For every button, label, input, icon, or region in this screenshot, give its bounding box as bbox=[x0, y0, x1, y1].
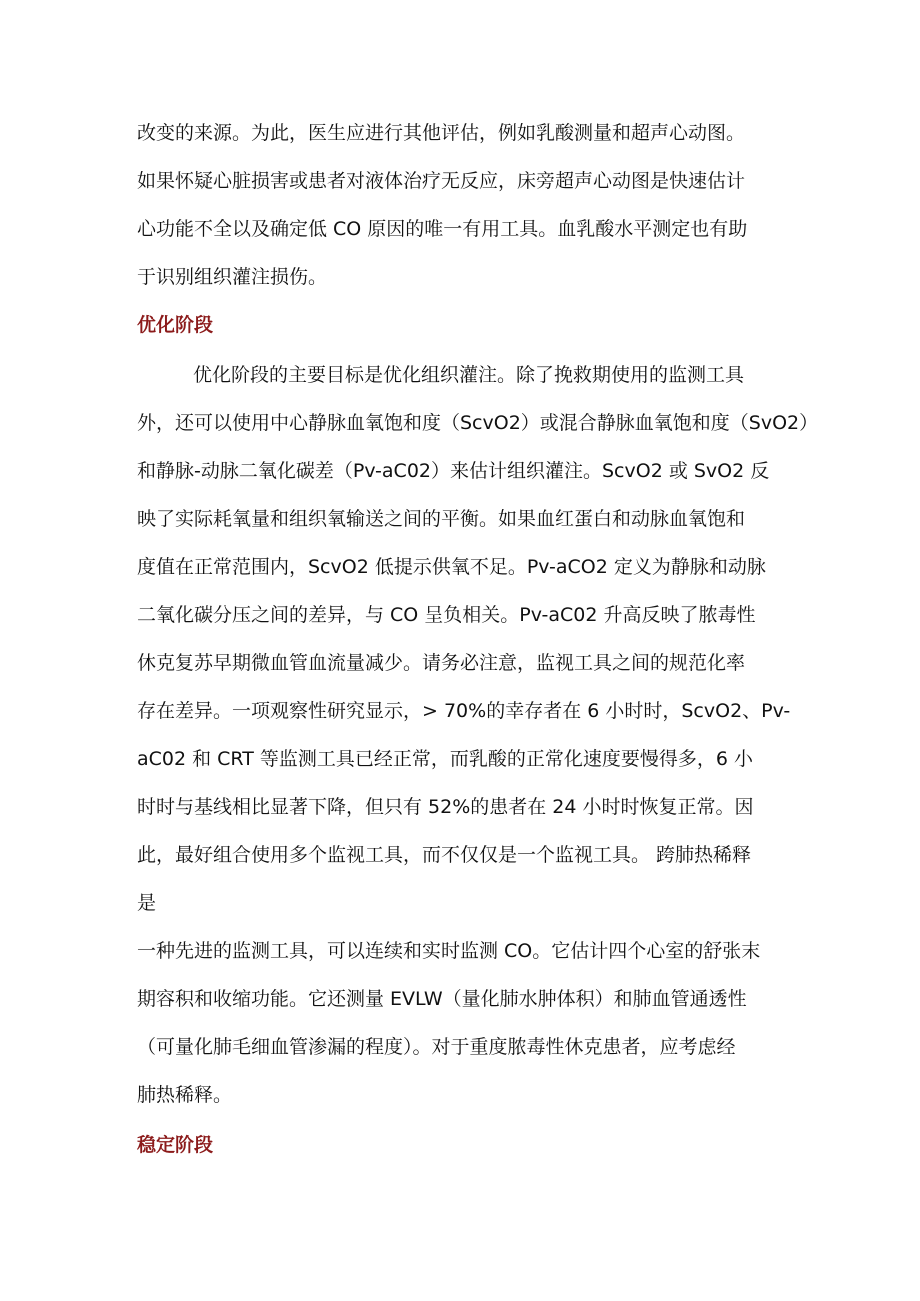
text-line: 期容积和收缩功能。它还测量 EVLW（量化肺水肿体积）和肺血管通透性 bbox=[137, 988, 747, 1010]
text-line: 此，最好组合使用多个监视工具，而不仅仅是一个监视工具。 跨肺热稀释 bbox=[137, 844, 752, 866]
text-line: 和静脉-动脉二氧化碳差（Pv-aC02）来估计组织灌注。ScvO2 或 SvO2 反 bbox=[137, 460, 770, 482]
text-line: （可量化肺毛细血管渗漏的程度）。对于重度脓毒性休克患者，应考虑经 bbox=[137, 1036, 736, 1058]
text-line: 映了实际耗氧量和组织氧输送之间的平衡。如果血红蛋白和动脉血氧饱和 bbox=[137, 508, 746, 530]
section-heading-optimization: 优化阶段 bbox=[137, 314, 214, 336]
text-line: 优化阶段的主要目标是优化组织灌注。除了挽救期使用的监测工具 bbox=[193, 364, 745, 386]
text-line: 二氧化碳分压之间的差异，与 CO 呈负相关。Pv-aC02 升高反映了脓毒性 bbox=[137, 604, 756, 626]
text-line: 时时与基线相比显著下降，但只有 52%的患者在 24 小时时恢复正常。因 bbox=[137, 796, 754, 818]
text-line: 外，还可以使用中心静脉血氧饱和度（ScvO2）或混合静脉血氧饱和度（SvO2） bbox=[137, 412, 819, 434]
text-line: 休克复苏早期微血管血流量减少。请务必注意，监视工具之间的规范化率 bbox=[137, 652, 746, 674]
text-line: 肺热稀释。 bbox=[137, 1084, 233, 1106]
text-line: 存在差异。一项观察性研究显示，> 70%的幸存者在 6 小时时，ScvO2、Pv- bbox=[137, 700, 791, 722]
section-heading-stabilization: 稳定阶段 bbox=[137, 1134, 214, 1156]
text-line: aC02 和 CRT 等监测工具已经正常，而乳酸的正常化速度要慢得多，6 小 bbox=[137, 748, 754, 770]
text-line: 一种先进的监测工具，可以连续和实时监测 CO。它估计四个心室的舒张末 bbox=[137, 940, 761, 962]
text-line: 于识别组织灌注损伤。 bbox=[137, 266, 328, 288]
text-line: 如果怀疑心脏损害或患者对液体治疗无反应，床旁超声心动图是快速估计 bbox=[137, 170, 746, 192]
text-line: 是 bbox=[137, 892, 157, 914]
text-line: 改变的来源。为此，医生应进行其他评估，例如乳酸测量和超声心动图。 bbox=[137, 122, 746, 144]
text-line: 心功能不全以及确定低 CO 原因的唯一有用工具。血乳酸水平测定也有助 bbox=[137, 218, 748, 240]
text-line: 度值在正常范围内，ScvO2 低提示供氧不足。Pv-aCO2 定义为静脉和动脉 bbox=[137, 556, 766, 578]
